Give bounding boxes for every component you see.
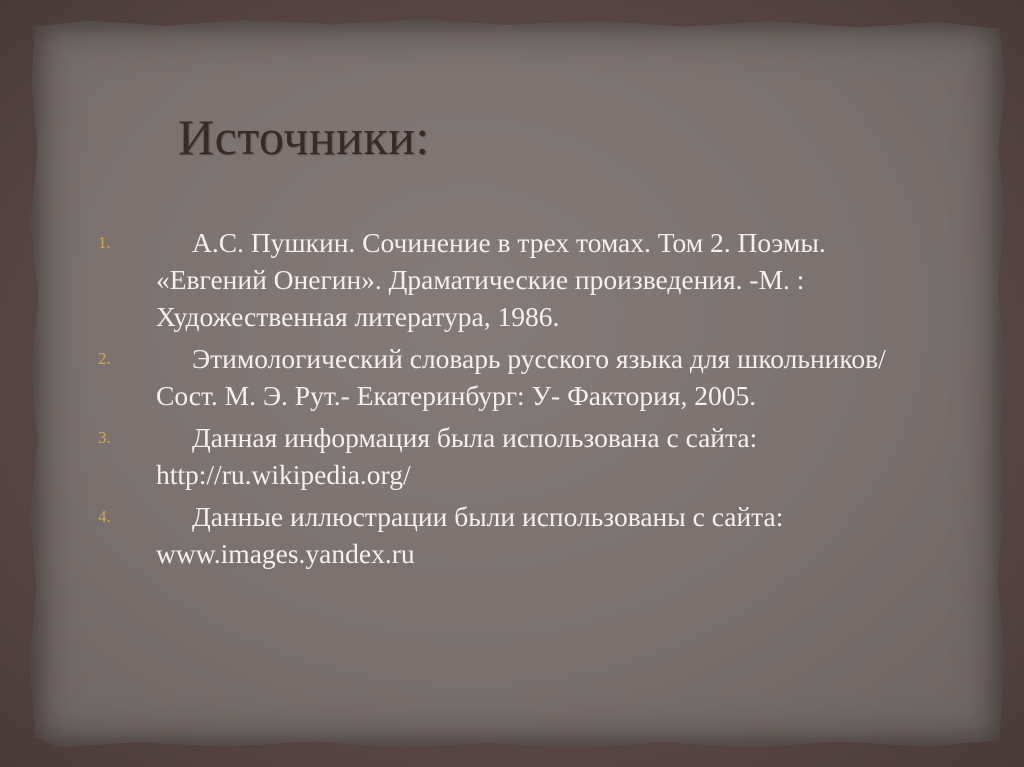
source-item-1: [98, 224, 898, 335]
source-text-2: Этимологический словарь русского языка для школьников/ Сост. М. Э. Рут.- Екатеринбург: У- Фактория, 2005.: [156, 343, 886, 411]
source-text-1: А.С. Пушкин. Сочинение в трех томах. Том 2. Поэмы. «Евгений Онегин». Драматические произведения. -М. : Художественная литература, 1986.: [156, 227, 826, 332]
source-item-3: [98, 419, 898, 493]
source-item-2: [98, 340, 898, 414]
slide-title: Источники:: [178, 109, 430, 165]
source-text-4: Данные иллюстрации были использованы с сайта: www.images.yandex.ru: [156, 501, 784, 569]
source-number-3: 3.: [98, 428, 111, 447]
source-number-2: 2.: [98, 349, 111, 368]
source-item-4: [98, 498, 898, 572]
source-number-1: 1.: [98, 233, 111, 252]
source-number-4: 4.: [98, 507, 111, 526]
sources-list: [98, 224, 898, 577]
source-text-3: Данная информация была использована с сайта: http://ru.wikipedia.org/: [156, 422, 758, 490]
